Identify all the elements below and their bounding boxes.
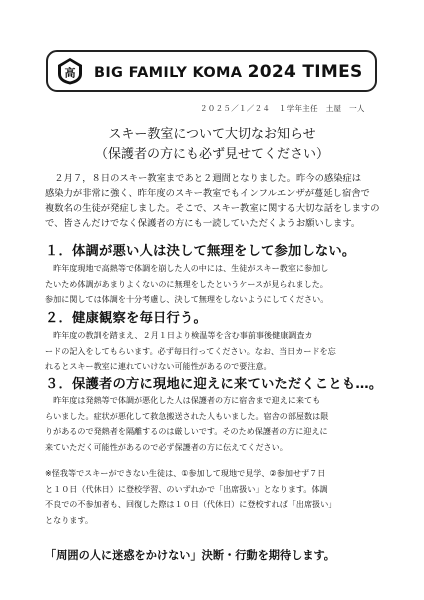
newsletter-title-main: BIG FAMILY KOMA xyxy=(94,65,248,81)
school-emblem-logo xyxy=(55,56,85,86)
headline-line-1: スキー教室について大切なお知らせ xyxy=(108,127,316,142)
section-2-heading: ２．健康観察を毎日行う。 xyxy=(45,311,207,326)
section-1-body xyxy=(45,261,383,308)
newsletter-banner xyxy=(46,50,377,92)
note-paragraph xyxy=(45,466,383,528)
section-1-heading: １．体調が悪い人は決して無理をして参加しない。 xyxy=(45,244,356,259)
newsletter-title-year: 2024 TIMES xyxy=(247,62,363,82)
svg-text:高: 高 xyxy=(64,66,76,80)
closing-statement: 「周囲の人に迷惑をかけない」決断・行動を期待します。 xyxy=(45,549,335,562)
section-1-line: たいため体調があまりよくないのに無理をしたというケースが見られました。 xyxy=(45,278,328,289)
section-1-line: 参加に関しては体調を十分考慮し、決して無理をしないようにしてください。 xyxy=(45,294,329,304)
issue-author: １学年主任 土屋 一人 xyxy=(278,104,365,113)
newsletter-title xyxy=(94,60,374,84)
issue-date: ２０２５／１／２４ xyxy=(200,104,271,113)
section-3-line: りがあるので発熱者を隔離するのは厳しいです。そのため保護者の方に迎えに xyxy=(45,426,328,436)
section-3-line: 来ていただく可能性があるので必ず保護者の方に伝えてください。 xyxy=(45,441,288,452)
section-3-heading: ３．保護者の方に現地に迎えに来ていただくことも…。 xyxy=(45,377,383,392)
section-2-line: れるとスキー教室に連れていけない可能性があるので要注意。 xyxy=(45,361,272,371)
section-1-line: 昨年度現地で高熱等で体調を崩した人の中には、生徒がスキー教室に参加し xyxy=(45,263,329,273)
note-line: となります。 xyxy=(45,514,93,525)
intro-line: で、皆さんだけでなく保護者の方にも一読していただくようお願いします。 xyxy=(45,218,361,229)
school-emblem-icon xyxy=(55,56,85,86)
note-line: 不良での不参加者も、回復した際は１０日（代休日）に登校すれば「出席扱い」 xyxy=(45,499,337,509)
intro-line: 複数名の生徒が発症しました。そこで、スキー教室に関する大切な話をしますの xyxy=(45,203,380,214)
note-line: と１０日（代休日）に登校学習、のいずれかで「出席扱い」となります。体調 xyxy=(45,483,328,494)
section-3-line: らいました。症状が悪化して救急搬送された人もいました。宿舎の部屋数は限 xyxy=(45,410,329,421)
headline-line-2: （保護者の方にも必ず見せてください） xyxy=(94,147,329,162)
section-2-line: ードの記入をしてもらいます。必ず毎日行ってください。なお、当日カードを忘 xyxy=(45,345,336,356)
issue-meta xyxy=(200,103,400,114)
intro-paragraph xyxy=(45,171,383,231)
section-2-line: 昨年度の教訓を踏まえ、２月１日より検温等を含む事前事後健康調査カ xyxy=(45,330,313,340)
section-3-line: 昨年度は発熱等で体調が悪化した人は保護者の方に宿舎まで迎えに来ても xyxy=(45,395,321,405)
note-line: ※怪我等でスキーができない生徒は、①参加して現地で見学、②参加せず７日 xyxy=(45,468,326,478)
intro-line: ２月７，８日のスキー教室まであと２週間となりました。昨今の感染症は xyxy=(45,173,362,184)
section-2-body xyxy=(45,328,383,375)
section-3-body xyxy=(45,393,383,455)
intro-line: 感染力が非常に強く、昨年度のスキー教室でもインフルエンザが蔓延し宿舎で xyxy=(45,188,370,199)
